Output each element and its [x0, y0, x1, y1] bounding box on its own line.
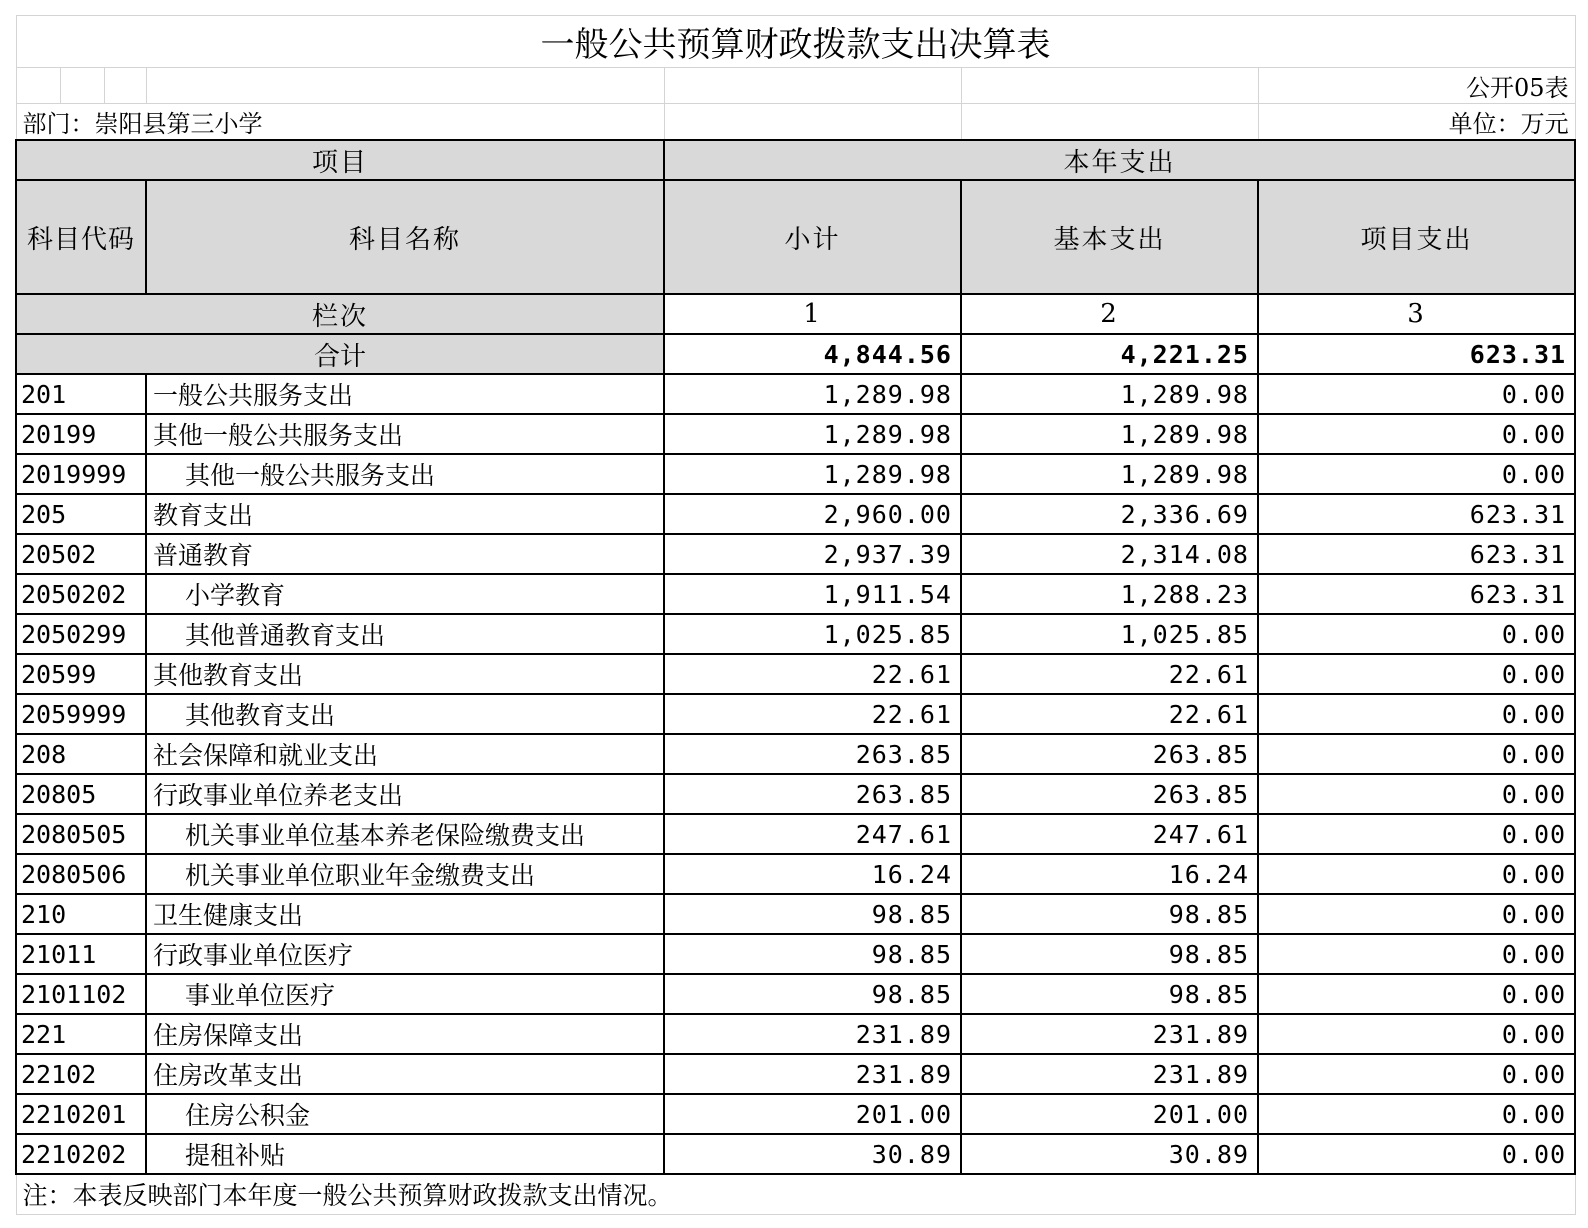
- table-row: [16, 934, 1575, 974]
- empty-cell[interactable]: [60, 68, 104, 104]
- subject-code[interactable]: 205: [16, 494, 146, 534]
- subject-name[interactable]: 小学教育: [146, 574, 664, 614]
- project-cell[interactable]: 0.00: [1258, 374, 1575, 414]
- basic-cell[interactable]: 22.61: [961, 694, 1258, 734]
- subject-name[interactable]: 其他教育支出: [146, 654, 664, 694]
- project-cell[interactable]: 0.00: [1258, 614, 1575, 654]
- table-row: [16, 854, 1575, 894]
- subtotal-cell[interactable]: 98.85: [664, 934, 961, 974]
- subtotal-cell[interactable]: 2,960.00: [664, 494, 961, 534]
- subject-code[interactable]: 2080505: [16, 814, 146, 854]
- header-project: 项目支出: [1258, 180, 1575, 294]
- table-row: [16, 414, 1575, 454]
- header-basic: 基本支出: [961, 180, 1258, 294]
- subtotal-cell[interactable]: 263.85: [664, 734, 961, 774]
- table-row: [16, 454, 1575, 494]
- subtotal-cell[interactable]: 98.85: [664, 974, 961, 1014]
- col-index-1: 1: [664, 294, 961, 334]
- subtotal-cell[interactable]: 22.61: [664, 694, 961, 734]
- subject-code[interactable]: 20199: [16, 414, 146, 454]
- project-cell[interactable]: 623.31: [1258, 494, 1575, 534]
- project-cell[interactable]: 0.00: [1258, 694, 1575, 734]
- col-index-3: 3: [1258, 294, 1575, 334]
- subtotal-cell[interactable]: 1,289.98: [664, 454, 961, 494]
- table-row: [16, 494, 1575, 534]
- subject-name[interactable]: 住房公积金: [146, 1094, 664, 1134]
- subject-code[interactable]: 2050202: [16, 574, 146, 614]
- table-row: [16, 894, 1575, 934]
- subtotal-cell[interactable]: 1,289.98: [664, 374, 961, 414]
- subtotal-cell[interactable]: 1,289.98: [664, 414, 961, 454]
- header-current-year: 本年支出: [664, 140, 1575, 180]
- subtotal-cell[interactable]: 263.85: [664, 774, 961, 814]
- basic-cell[interactable]: 1,289.98: [961, 374, 1258, 414]
- basic-cell[interactable]: 98.85: [961, 974, 1258, 1014]
- basic-cell[interactable]: 231.89: [961, 1054, 1258, 1094]
- project-cell[interactable]: 0.00: [1258, 654, 1575, 694]
- subject-name[interactable]: 行政事业单位医疗: [146, 934, 664, 974]
- subject-code[interactable]: 208: [16, 734, 146, 774]
- empty-cell[interactable]: [146, 68, 664, 104]
- basic-cell[interactable]: 2,336.69: [961, 494, 1258, 534]
- subject-code[interactable]: 2101102: [16, 974, 146, 1014]
- total-row: [16, 334, 1575, 374]
- basic-cell[interactable]: 247.61: [961, 814, 1258, 854]
- budget-table: [15, 15, 1576, 1215]
- subject-code[interactable]: 22102: [16, 1054, 146, 1094]
- subject-name[interactable]: 住房保障支出: [146, 1014, 664, 1054]
- subject-code[interactable]: 20599: [16, 654, 146, 694]
- table-row: [16, 774, 1575, 814]
- header-column-index: 栏次: [16, 294, 664, 334]
- subtotal-cell[interactable]: 231.89: [664, 1014, 961, 1054]
- project-cell[interactable]: 0.00: [1258, 454, 1575, 494]
- table-row: [16, 1054, 1575, 1094]
- subtotal-cell[interactable]: 2,937.39: [664, 534, 961, 574]
- form-number: 公开05表: [1258, 68, 1575, 104]
- total-label: 合计: [16, 334, 664, 374]
- empty-cell[interactable]: [664, 104, 961, 141]
- header-code: 科目代码: [16, 180, 146, 294]
- subtotal-cell[interactable]: 1,911.54: [664, 574, 961, 614]
- subject-name[interactable]: 教育支出: [146, 494, 664, 534]
- table-row: [16, 654, 1575, 694]
- department-label: 部门：崇阳县第三小学: [16, 104, 664, 141]
- basic-cell[interactable]: 263.85: [961, 734, 1258, 774]
- subject-name[interactable]: 其他普通教育支出: [146, 614, 664, 654]
- basic-cell[interactable]: 263.85: [961, 774, 1258, 814]
- basic-cell[interactable]: 16.24: [961, 854, 1258, 894]
- table-row: [16, 814, 1575, 854]
- empty-cell[interactable]: [961, 104, 1258, 141]
- subject-code[interactable]: 2050299: [16, 614, 146, 654]
- table-row: [16, 534, 1575, 574]
- subject-name[interactable]: 社会保障和就业支出: [146, 734, 664, 774]
- table-row: [16, 1094, 1575, 1134]
- header-name: 科目名称: [146, 180, 664, 294]
- table-row: [16, 974, 1575, 1014]
- table-row: [16, 1014, 1575, 1054]
- subject-name[interactable]: 其他一般公共服务支出: [146, 414, 664, 454]
- subject-name[interactable]: 卫生健康支出: [146, 894, 664, 934]
- subtotal-cell[interactable]: 22.61: [664, 654, 961, 694]
- subject-name[interactable]: 其他教育支出: [146, 694, 664, 734]
- basic-cell[interactable]: 98.85: [961, 894, 1258, 934]
- subject-code[interactable]: 21011: [16, 934, 146, 974]
- header-subtotal: 小计: [664, 180, 961, 294]
- basic-cell[interactable]: 2,314.08: [961, 534, 1258, 574]
- spreadsheet: [15, 15, 1574, 1215]
- subtotal-cell[interactable]: 201.00: [664, 1094, 961, 1134]
- table-row: [16, 1134, 1575, 1174]
- unit-label: 单位：万元: [1258, 104, 1575, 141]
- subject-name[interactable]: 普通教育: [146, 534, 664, 574]
- project-cell[interactable]: 0.00: [1258, 934, 1575, 974]
- project-cell[interactable]: 0.00: [1258, 894, 1575, 934]
- project-cell[interactable]: 0.00: [1258, 854, 1575, 894]
- subtotal-cell[interactable]: 30.89: [664, 1134, 961, 1174]
- project-cell[interactable]: 0.00: [1258, 774, 1575, 814]
- empty-cell[interactable]: [16, 68, 60, 104]
- project-cell[interactable]: 0.00: [1258, 974, 1575, 1014]
- project-cell[interactable]: 0.00: [1258, 734, 1575, 774]
- basic-cell[interactable]: 1,289.98: [961, 414, 1258, 454]
- subject-code[interactable]: 2210201: [16, 1094, 146, 1134]
- empty-cell[interactable]: [104, 68, 146, 104]
- basic-cell[interactable]: 1,289.98: [961, 454, 1258, 494]
- basic-cell[interactable]: 201.00: [961, 1094, 1258, 1134]
- basic-cell[interactable]: 1,025.85: [961, 614, 1258, 654]
- project-cell[interactable]: 0.00: [1258, 814, 1575, 854]
- basic-cell[interactable]: 30.89: [961, 1134, 1258, 1174]
- table-row: [16, 694, 1575, 734]
- total-subtotal[interactable]: 4,844.56: [664, 334, 961, 374]
- subject-name[interactable]: 机关事业单位职业年金缴费支出: [146, 854, 664, 894]
- project-cell[interactable]: 0.00: [1258, 414, 1575, 454]
- empty-cell[interactable]: [961, 68, 1258, 104]
- project-cell[interactable]: 623.31: [1258, 574, 1575, 614]
- subject-name[interactable]: 行政事业单位养老支出: [146, 774, 664, 814]
- empty-cell[interactable]: [664, 68, 961, 104]
- col-index-2: 2: [961, 294, 1258, 334]
- subject-name[interactable]: 住房改革支出: [146, 1054, 664, 1094]
- project-cell[interactable]: 0.00: [1258, 1054, 1575, 1094]
- project-cell[interactable]: 0.00: [1258, 1094, 1575, 1134]
- header-item: 项目: [16, 140, 664, 180]
- table-row: [16, 374, 1575, 414]
- subject-name[interactable]: 一般公共服务支出: [146, 374, 664, 414]
- subject-code[interactable]: 2019999: [16, 454, 146, 494]
- basic-cell[interactable]: 22.61: [961, 654, 1258, 694]
- project-cell[interactable]: 0.00: [1258, 1014, 1575, 1054]
- subject-code[interactable]: 2059999: [16, 694, 146, 734]
- subject-code[interactable]: 201: [16, 374, 146, 414]
- subject-code[interactable]: 2080506: [16, 854, 146, 894]
- subject-name[interactable]: 机关事业单位基本养老保险缴费支出: [146, 814, 664, 854]
- table-row: [16, 734, 1575, 774]
- total-project[interactable]: 623.31: [1258, 334, 1575, 374]
- project-cell[interactable]: 0.00: [1258, 1134, 1575, 1174]
- subtotal-cell[interactable]: 231.89: [664, 1054, 961, 1094]
- project-cell[interactable]: 623.31: [1258, 534, 1575, 574]
- subject-code[interactable]: 221: [16, 1014, 146, 1054]
- subtotal-cell[interactable]: 98.85: [664, 894, 961, 934]
- subtotal-cell[interactable]: 16.24: [664, 854, 961, 894]
- subject-name[interactable]: 提租补贴: [146, 1134, 664, 1174]
- basic-cell[interactable]: 1,288.23: [961, 574, 1258, 614]
- table-row: [16, 574, 1575, 614]
- basic-cell[interactable]: 231.89: [961, 1014, 1258, 1054]
- subject-code[interactable]: 20502: [16, 534, 146, 574]
- subject-name[interactable]: 其他一般公共服务支出: [146, 454, 664, 494]
- subtotal-cell[interactable]: 247.61: [664, 814, 961, 854]
- subject-code[interactable]: 2210202: [16, 1134, 146, 1174]
- basic-cell[interactable]: 98.85: [961, 934, 1258, 974]
- total-basic[interactable]: 4,221.25: [961, 334, 1258, 374]
- table-row: [16, 614, 1575, 654]
- table-title: 一般公共预算财政拨款支出决算表: [16, 16, 1575, 68]
- subject-name[interactable]: 事业单位医疗: [146, 974, 664, 1014]
- subtotal-cell[interactable]: 1,025.85: [664, 614, 961, 654]
- subject-code[interactable]: 210: [16, 894, 146, 934]
- table-note: 注：本表反映部门本年度一般公共预算财政拨款支出情况。: [16, 1174, 1575, 1214]
- subject-code[interactable]: 20805: [16, 774, 146, 814]
